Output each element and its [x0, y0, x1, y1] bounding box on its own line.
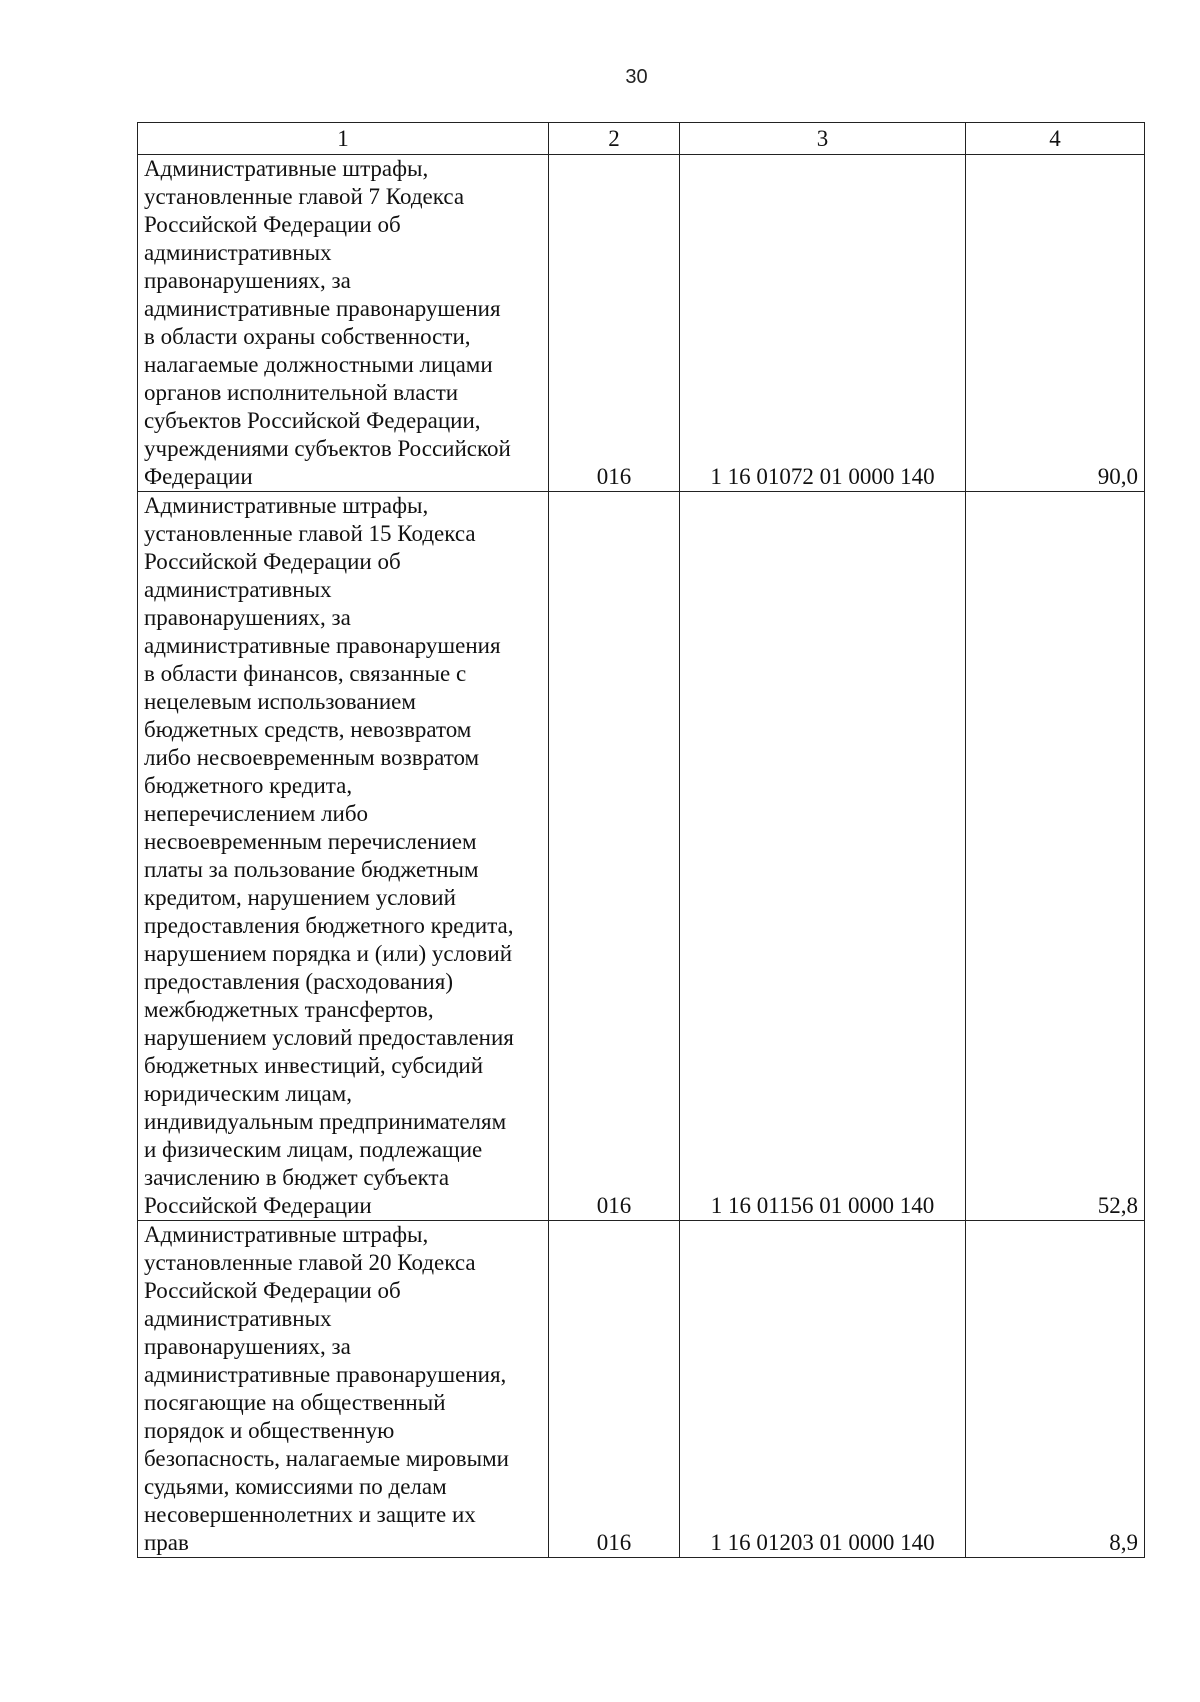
description-line: бюджетных инвестиций, субсидий [144, 1053, 484, 1078]
description-line: административных [144, 577, 332, 602]
description-line: правонарушениях, за [144, 268, 351, 293]
description-line: установленные главой 15 Кодекса [144, 521, 476, 546]
description-line: юридическим лицам, [144, 1081, 352, 1106]
description-line: порядок и общественную [144, 1418, 395, 1443]
description-line: предоставления бюджетного кредита, [144, 913, 514, 938]
description-line: либо несвоевременным возвратом [144, 745, 480, 770]
admin-code-cell: 016 [549, 1221, 680, 1558]
page-number: 30 [625, 66, 648, 88]
description-line: несвоевременным перечислением [144, 829, 477, 854]
description-line: Российской Федерации об [144, 212, 401, 237]
column-header: 1 [138, 123, 549, 155]
description-line: установленные главой 7 Кодекса [144, 184, 465, 209]
description-line: установленные главой 20 Кодекса [144, 1250, 476, 1275]
description-line: Федерации [144, 464, 253, 489]
description-line: административные правонарушения [144, 633, 501, 658]
table-row [138, 155, 1145, 492]
description-line: неперечислением либо [144, 801, 369, 826]
description-line: правонарушениях, за [144, 605, 351, 630]
description-line: межбюджетных трансфертов, [144, 997, 434, 1022]
description-line: судьями, комиссиями по делам [144, 1474, 447, 1499]
table-row [138, 492, 1145, 1221]
description-line: нецелевым использованием [144, 689, 416, 714]
description-line: субъектов Российской Федерации, [144, 408, 481, 433]
description-line: платы за пользование бюджетным [144, 857, 479, 882]
description-line: прав [144, 1530, 189, 1555]
description-line: Административные штрафы, [144, 156, 429, 181]
description-line: несовершеннолетних и защите их [144, 1502, 476, 1527]
description-line: зачислению в бюджет субъекта [144, 1165, 450, 1190]
description-line: нарушением условий предоставления [144, 1025, 514, 1050]
description-line: Административные штрафы, [144, 493, 429, 518]
table-body [138, 123, 1145, 1558]
table-row [138, 1221, 1145, 1558]
description-line: налагаемые должностными лицами [144, 352, 493, 377]
description-line: бюджетного кредита, [144, 773, 353, 798]
description-line: индивидуальным предпринимателям [144, 1109, 507, 1134]
column-header: 4 [966, 123, 1145, 155]
description-line: бюджетных средств, невозвратом [144, 717, 472, 742]
description-line: нарушением порядка и (или) условий [144, 941, 513, 966]
column-header: 3 [680, 123, 966, 155]
description-line: кредитом, нарушением условий [144, 885, 456, 910]
description-line: правонарушениях, за [144, 1334, 351, 1359]
description-cell [138, 155, 549, 492]
amount-cell: 90,0 [966, 155, 1145, 492]
description-line: административных [144, 240, 332, 265]
description-line: в области охраны собственности, [144, 324, 471, 349]
description-line: посягающие на общественный [144, 1390, 446, 1415]
description-line: органов исполнительной власти [144, 380, 459, 405]
description-cell [138, 492, 549, 1221]
amount-cell: 52,8 [966, 492, 1145, 1221]
amount-cell: 8,9 [966, 1221, 1145, 1558]
description-line: Российской Федерации об [144, 1278, 401, 1303]
description-line: административных [144, 1306, 332, 1331]
description-line: предоставления (расходования) [144, 969, 453, 994]
description-cell [138, 1221, 549, 1558]
admin-code-cell: 016 [549, 155, 680, 492]
description-line: безопасность, налагаемые мировыми [144, 1446, 509, 1471]
description-line: административные правонарушения, [144, 1362, 507, 1387]
description-line: и физическим лицам, подлежащие [144, 1137, 483, 1162]
revenue-table [137, 122, 1145, 1558]
description-line: административные правонарушения [144, 296, 501, 321]
description-line: Российской Федерации [144, 1193, 372, 1218]
kbk-code-cell: 1 16 01072 01 0000 140 [680, 155, 966, 492]
column-header: 2 [549, 123, 680, 155]
kbk-code-cell: 1 16 01156 01 0000 140 [680, 492, 966, 1221]
description-line: Российской Федерации об [144, 549, 401, 574]
kbk-code-cell: 1 16 01203 01 0000 140 [680, 1221, 966, 1558]
admin-code-cell: 016 [549, 492, 680, 1221]
description-line: в области финансов, связанные с [144, 661, 467, 686]
table-header-row [138, 123, 1145, 155]
description-line: учреждениями субъектов Российской [144, 436, 511, 461]
description-line: Административные штрафы, [144, 1222, 429, 1247]
